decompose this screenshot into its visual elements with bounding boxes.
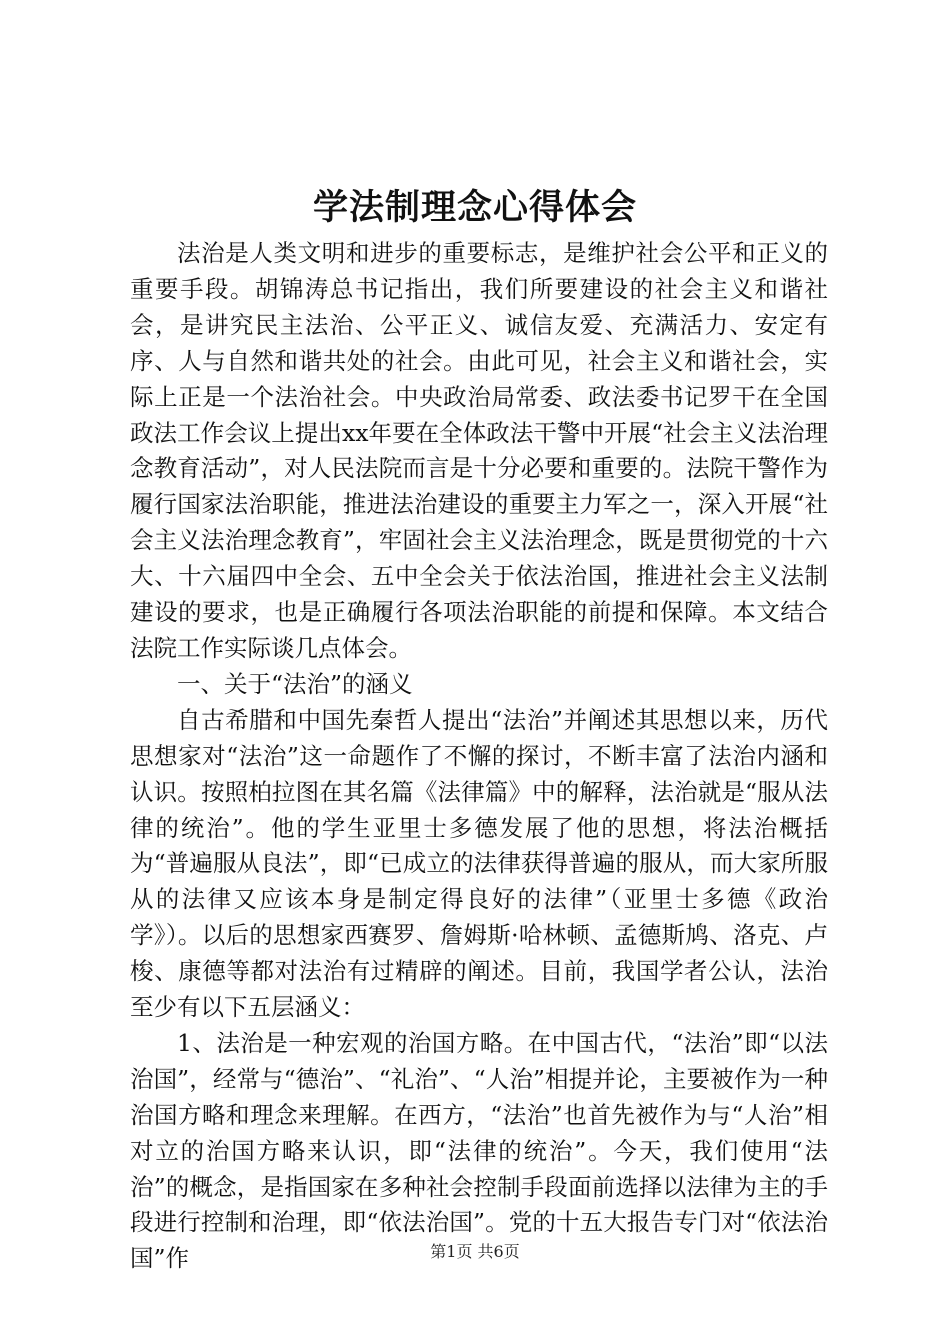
paragraph-history: 自古希腊和中国先秦哲人提出“法治”并阐述其思想以来，历代思想家对“法治”这一命题作了不懈的探讨，不断丰富了法治内涵和认识。按照柏拉图在其名篇《法律篇》中的解释，法治就是“服从法律的统治”。他的学生亚里士多德发展了他的思想，将法治概括为“普遍服从良法”，即“已成立的法律获得普遍的服从，而大家所服从的法律又应该本身是制定得良好的法律”（亚里士多德《政治学》）。以后的思想家西赛罗、詹姆斯·哈林顿、孟德斯鸠、洛克、卢梭、康德等都对法治有过精辟的阐述。目前，我国学者公认，法治至少有以下五层涵义： — [130, 705, 828, 1022]
section-heading-1: 一、关于“法治”的涵义 — [177, 669, 413, 698]
paragraph-point-1: 1、法治是一种宏观的治国方略。在中国古代，“法治”即“以法治国”，经常与“德治”、“礼治”、“人治”相提并论，主要被作为一种治国方略和理念来理解。在西方，“法治”也首先被作为与“人治”相对立的治国方略来认识，即“法律的统治”。今天，我们使用“法治”的概念，是指国家在多种社会控制手段面前选择以法律为主的手段进行控制和治理，即“依法治国”。党的十五大报告专门对“依法治国”作 — [130, 1028, 828, 1273]
page-footer: 第1页 共6页 — [430, 1242, 520, 1261]
document-title: 学法制理念心得体会 — [312, 187, 637, 228]
document-body — [130, 236, 828, 1277]
paragraph-intro: 法治是人类文明和进步的重要标志，是维护社会公平和正义的重要手段。胡锦涛总书记指出，我们所要建设的社会主义和谐社会，是讲究民主法治、公平正义、诚信友爱、充满活力、安定有序、人与自然和谐共处的社会。由此可见，社会主义和谐社会，实际上正是一个法治社会。中央政治局常委、政法委书记罗干在全国政法工作会议上提出xx年要在全体政法干警中开展“社会主义法治理念教育活动”，对人民法院而言是十分必要和重要的。法院干警作为履行国家法治职能，推进法治建设的重要主力军之一，深入开展“社会主义法治理念教育”，牢固社会主义法治理念，既是贯彻党的十六大、十六届四中全会、五中全会关于依法治国，推进社会主义法制建设的要求，也是正确履行各项法治职能的前提和保障。本文结合法院工作实际谈几点体会。 — [130, 239, 828, 662]
